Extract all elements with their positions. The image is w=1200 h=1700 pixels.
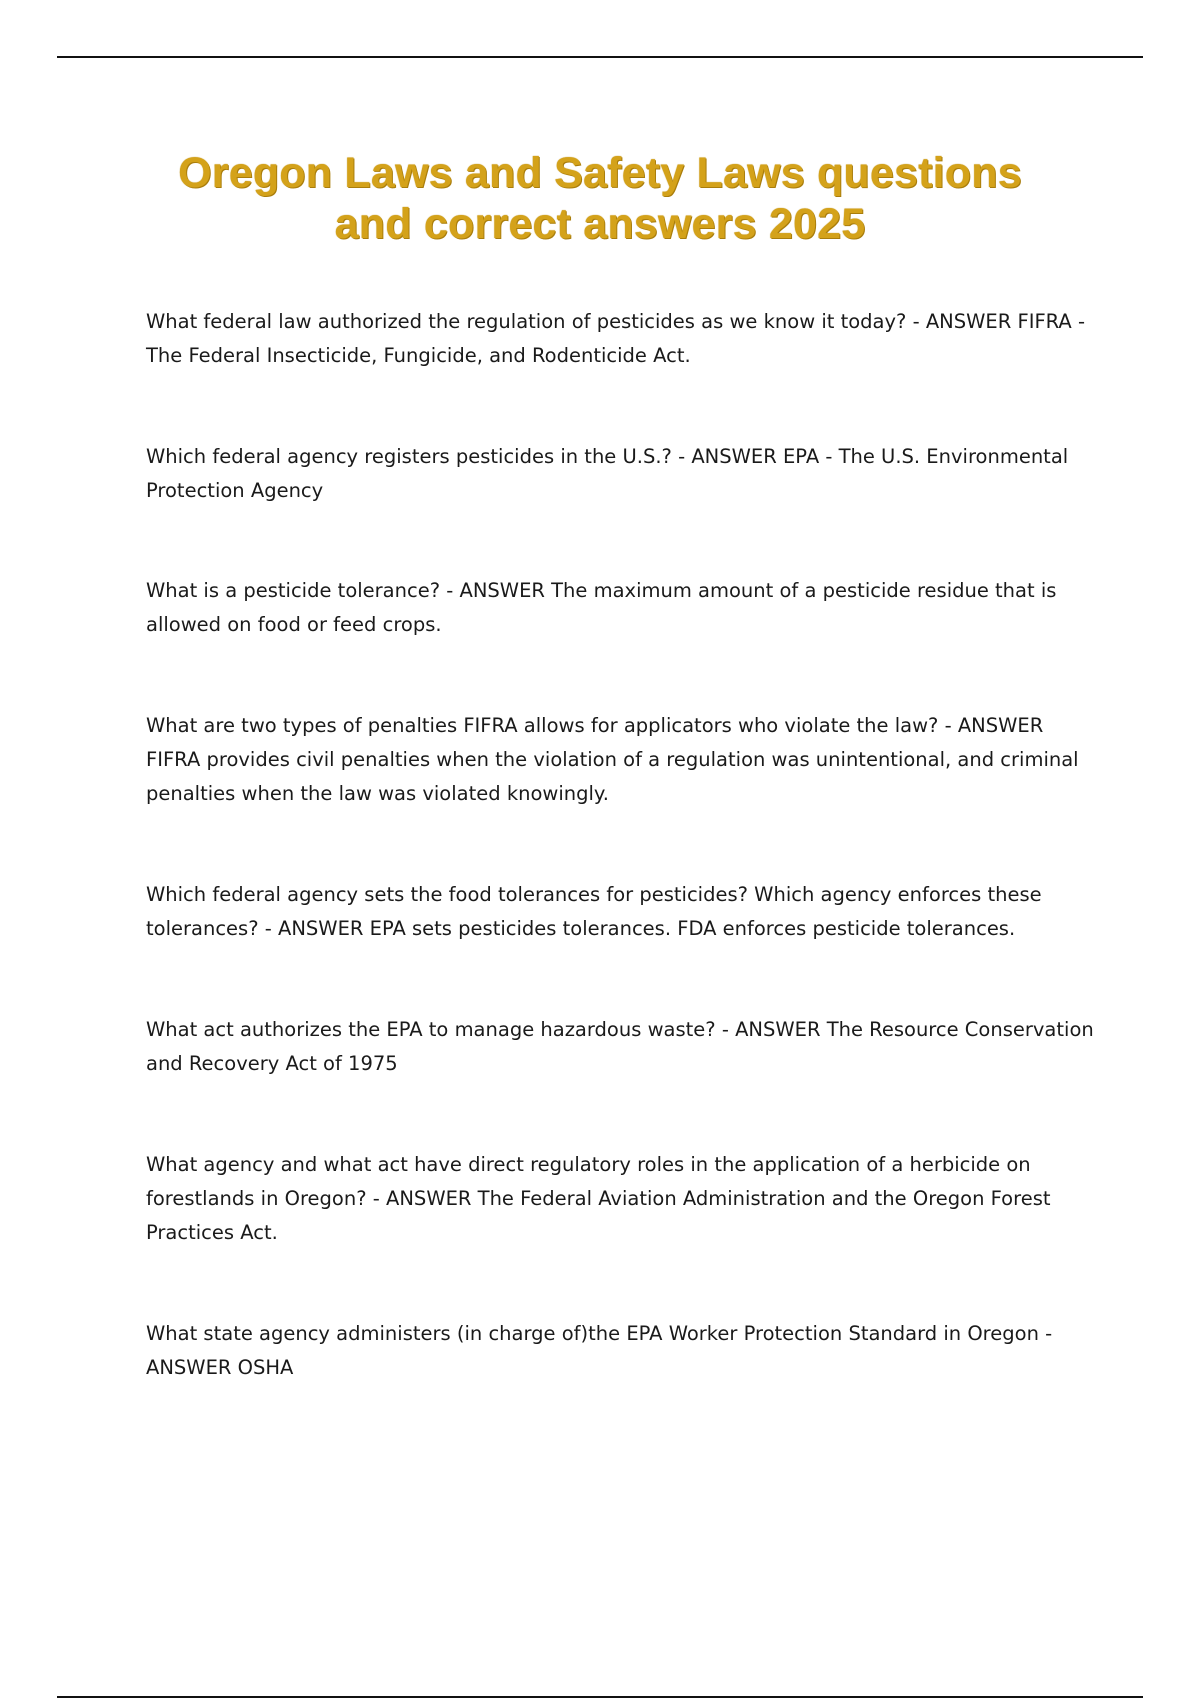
title-line-2: and correct answers 2025 — [334, 200, 866, 248]
qa-item-2: Which federal agency registers pesticides in the U.S.? - ANSWER EPA - The U.S. Environmental Protection Agency — [146, 445, 1069, 502]
qa-item-6: What act authorizes the EPA to manage hazardous waste? - ANSWER The Resource Conservation and Recovery Act of 1975 — [146, 1018, 1094, 1075]
top-divider — [57, 56, 1143, 58]
qa-item-8: What state agency administers (in charge of)the EPA Worker Protection Standard in Oregon - ANSWER OSHA — [146, 1322, 1053, 1379]
document-title — [0, 148, 1200, 250]
qa-item-7: What agency and what act have direct regulatory roles in the application of a herbicide on forestlands in Oregon? - ANSWER The Federal Aviation Administration and the Oregon Forest Practices Act. — [146, 1153, 1051, 1244]
title-line-1: Oregon Laws and Safety Laws questions — [178, 149, 1022, 197]
qa-item-1: What federal law authorized the regulation of pesticides as we know it today? - ANSWER FIFRA - The Federal Insecticide, Fungicide, and Rodenticide Act. — [146, 310, 1085, 367]
qa-item-3: What is a pesticide tolerance? - ANSWER The maximum amount of a pesticide residue that is allowed on food or feed crops. — [146, 579, 1057, 636]
qa-item-5: Which federal agency sets the food tolerances for pesticides? Which agency enforces these tolerances? - ANSWER EPA sets pesticides tolerances. FDA enforces pesticide tolerances. — [146, 883, 1042, 940]
qa-item-4: What are two types of penalties FIFRA allows for applicators who violate the law? - ANSWER FIFRA provides civil penalties when the violation of a regulation was unintentional, and criminal penalties when the law was violated knowingly. — [146, 714, 1079, 805]
bottom-divider — [57, 1696, 1143, 1698]
